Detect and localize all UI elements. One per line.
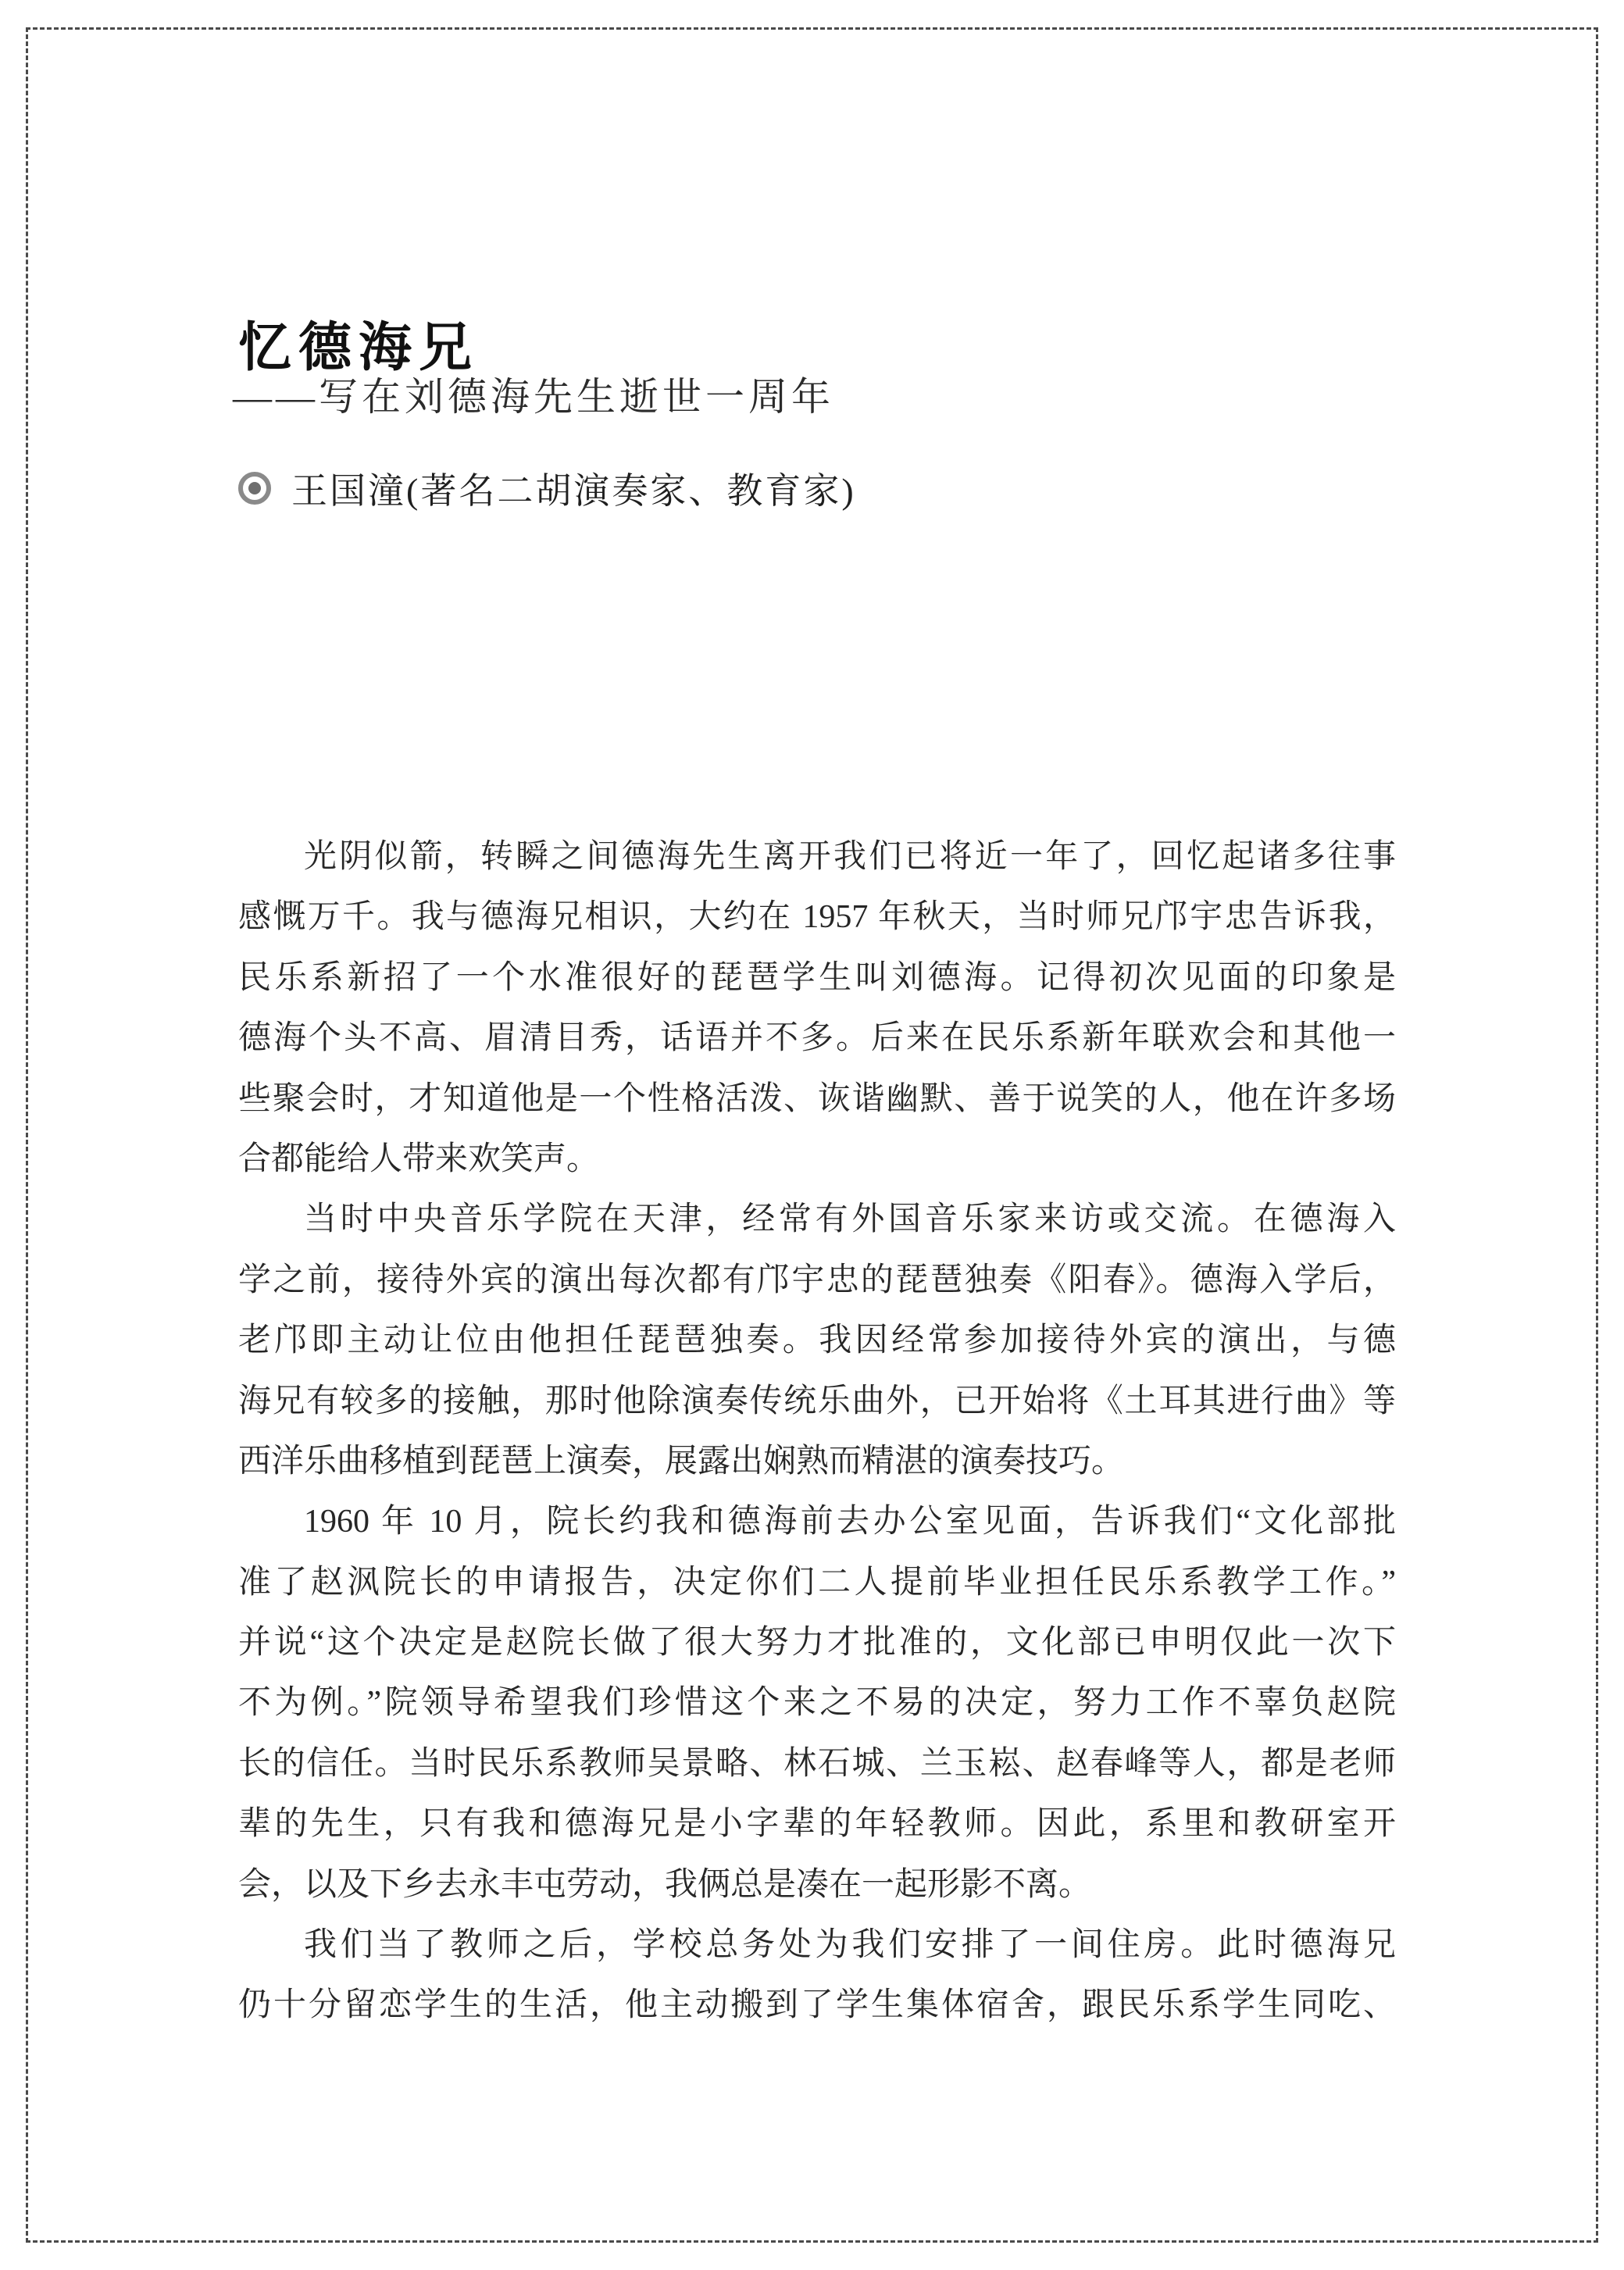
body-line: 我们当了教师之后，学校总务处为我们安排了一间住房。此时德海兄 [304,1927,1396,1964]
body-line: 海兄有较多的接触，那时他除演奏传统乐曲外，已开始将《土耳其进行曲》等 [238,1383,1396,1419]
body-line: 光阴似箭，转瞬之间德海先生离开我们已将近一年了，回忆起诸多往事 [304,839,1396,875]
body-line: 并说“这个决定是赵院长做了很大努力才批准的，文化部已申明仅此一次下 [238,1625,1396,1661]
body-line: 合都能给人带来欢笑声。 [238,1140,600,1177]
body-line: 西洋乐曲移植到琵琶上演奏，展露出娴熟而精湛的演奏技巧。 [238,1443,1125,1479]
body-line: 会，以及下乡去永丰屯劳动，我俩总是凑在一起形影不离。 [238,1866,1092,1903]
body-line: 德海个头不高、眉清目秀，话语并不多。后来在民乐系新年联欢会和其他一 [238,1020,1396,1057]
body-line: 长的信任。当时民乐系教师吴景略、林石城、兰玉崧、赵春峰等人，都是老师 [238,1745,1396,1782]
body-line: 学之前，接待外宾的演出每次都有邝宇忠的琵琶独奏《阳春》。德海入学后， [238,1262,1396,1298]
body-line: 1960 年 10 月，院长约我和德海前去办公室见面，告诉我们“文化部批 [304,1504,1396,1540]
article-title: 忆德海兄 [238,317,480,377]
body-line: 辈的先生，只有我和德海兄是小字辈的年轻教师。因此，系里和教研室开 [238,1806,1396,1843]
author-line [238,462,856,514]
body-line: 民乐系新招了一个水准很好的琵琶学生叫刘德海。记得初次见面的印象是 [238,959,1396,996]
body-line: 仍十分留恋学生的生活，他主动搬到了学生集体宿舍，跟民乐系学生同吃、 [238,1987,1396,2024]
bullseye-icon [238,472,271,505]
author-name: 王国潼(著名二胡演奏家、教育家) [291,471,856,511]
body-line: 不为例。”院领导希望我们珍惜这个来之不易的决定，努力工作不辜负赵院 [238,1685,1396,1722]
body-line: 准了赵沨院长的申请报告，决定你们二人提前毕业担任民乐系教学工作。” [238,1564,1396,1601]
body-line: 感慨万千。我与德海兄相识，大约在 1957 年秋天，当时师兄邝宇忠告诉我， [238,899,1396,936]
body-line: 老邝即主动让位由他担任琵琶独奏。我因经常参加接待外宾的演出，与德 [238,1322,1396,1359]
body-line: 些聚会时，才知道他是一个性格活泼、诙谐幽默、善于说笑的人，他在许多场 [238,1080,1396,1117]
article-body [238,827,1396,2036]
article-subtitle: ——写在刘德海先生逝世一周年 [233,375,834,419]
body-line: 当时中央音乐学院在天津，经常有外国音乐家来访或交流。在德海入 [304,1201,1396,1238]
